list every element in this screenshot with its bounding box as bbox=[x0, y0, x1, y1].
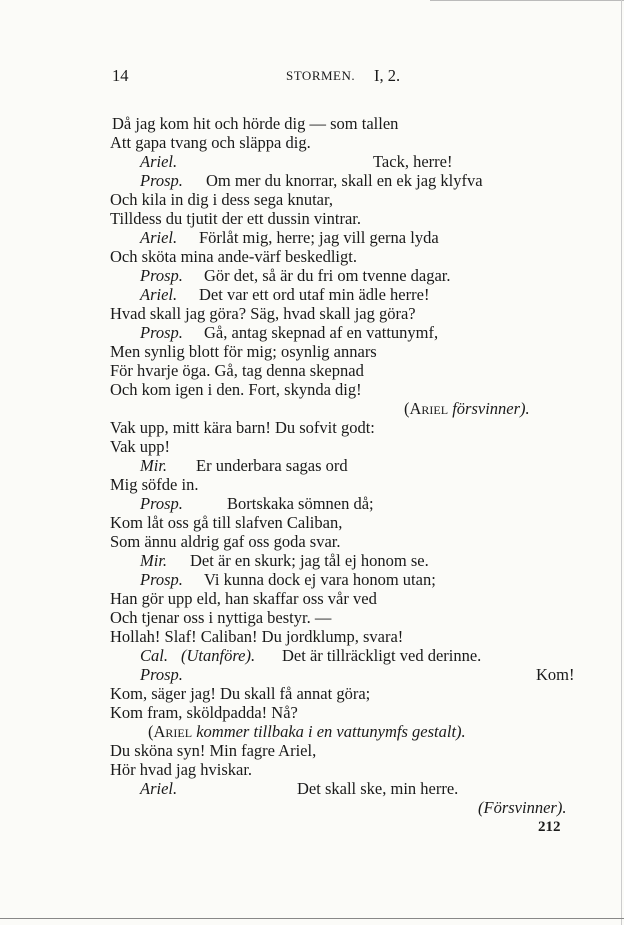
stage-direction: (Utanföre). bbox=[181, 646, 256, 665]
verse-line: Om mer du knorrar, skall en ek jag klyfva bbox=[206, 171, 483, 190]
page-edge-right bbox=[621, 0, 622, 925]
page-number: 14 bbox=[112, 66, 129, 85]
verse-line: Mig söfde in. bbox=[110, 475, 199, 494]
speaker-label: Mir. bbox=[140, 551, 168, 570]
verse-line: Det är en skurk; jag tål ej honom se. bbox=[190, 551, 429, 570]
verse-line: Då jag kom hit och hörde dig — som tallen bbox=[112, 114, 399, 133]
verse-line: Det skall ske, min herre. bbox=[297, 779, 459, 798]
speaker-label: Ariel. bbox=[140, 779, 178, 798]
verse-line: Och tjenar oss i nyttiga bestyr. — bbox=[110, 608, 332, 627]
speaker-label: Prosp. bbox=[140, 570, 183, 589]
stage-direction-text: kommer tillbaka i en vattunymfs gestalt). bbox=[196, 722, 466, 741]
verse-line: Som ännu aldrig gaf oss goda svar. bbox=[110, 532, 341, 551]
speaker-label: Ariel. bbox=[140, 152, 178, 171]
printer-signature: 212 bbox=[538, 819, 561, 835]
speaker-label: Mir. bbox=[140, 456, 168, 475]
running-title: STORMEN. bbox=[286, 68, 356, 83]
verse-line: Vak upp! bbox=[110, 437, 171, 456]
verse-line: Det var ett ord utaf min ädle herre! bbox=[199, 285, 430, 304]
verse-line: Och kila in dig i dess sega knutar, bbox=[110, 190, 333, 209]
stage-direction: (Ariel försvinner). bbox=[404, 399, 530, 418]
verse-line: Kom, säger jag! Du skall få annat göra; bbox=[110, 684, 371, 703]
verse-line: Gå, antag skepnad af en vattunymf, bbox=[204, 323, 439, 342]
stage-direction-text: försvinner). bbox=[452, 399, 530, 418]
stage-direction-name: Ariel bbox=[409, 399, 449, 418]
verse-line: Han gör upp eld, han skaffar oss vår ved bbox=[110, 589, 377, 608]
verse-line: Vi kunna dock ej vara honom utan; bbox=[204, 570, 436, 589]
verse-line: Gör det, så är du fri om tvenne dagar. bbox=[204, 266, 451, 285]
verse-line: Vak upp, mitt kära barn! Du sofvit godt: bbox=[110, 418, 375, 437]
speaker-label: Prosp. bbox=[140, 494, 183, 513]
verse-line: Förlåt mig, herre; jag vill gerna lyda bbox=[199, 228, 439, 247]
verse-line: Er underbara sagas ord bbox=[196, 456, 348, 475]
act-scene: I, 2. bbox=[374, 66, 401, 85]
page-edge-bottom bbox=[0, 918, 624, 919]
verse-line: Kom låt oss gå till slafven Caliban, bbox=[110, 513, 343, 532]
verse-line: Hollah! Slaf! Caliban! Du jordklump, svara! bbox=[110, 627, 404, 646]
stage-direction-name: Ariel bbox=[153, 722, 193, 741]
speaker-label: Ariel. bbox=[140, 228, 178, 247]
speaker-label: Ariel. bbox=[140, 285, 178, 304]
stage-direction: (Ariel kommer tillbaka i en vattunymfs gestalt). bbox=[148, 722, 466, 741]
verse-line: Att gapa tvang och släppa dig. bbox=[110, 133, 311, 152]
verse-line: Hvad skall jag göra? Säg, hvad skall jag göra? bbox=[110, 304, 416, 323]
verse-line: Du sköna syn! Min fagre Ariel, bbox=[110, 741, 317, 760]
verse-line: Och kom igen i den. Fort, skynda dig! bbox=[110, 380, 362, 399]
verse-line: För hvarje öga. Gå, tag denna skepnad bbox=[110, 361, 364, 380]
verse-line: Kom! bbox=[536, 665, 575, 684]
verse-line: Det är tillräckligt ved derinne. bbox=[282, 646, 482, 665]
page-edge-top bbox=[430, 0, 624, 1]
speaker-label: Prosp. bbox=[140, 665, 183, 684]
verse-line: Bortskaka sömnen då; bbox=[227, 494, 374, 513]
speaker-label: Prosp. bbox=[140, 171, 183, 190]
speaker-label: Cal. bbox=[140, 646, 168, 665]
verse-line: Kom fram, sköldpadda! Nå? bbox=[110, 703, 298, 722]
speaker-label: Prosp. bbox=[140, 323, 183, 342]
verse-line: Tilldess du tjutit der ett dussin vintrar. bbox=[110, 209, 362, 228]
stage-direction: (Försvinner). bbox=[478, 798, 567, 817]
speaker-label: Prosp. bbox=[140, 266, 183, 285]
verse-line: Men synlig blott för mig; osynlig annars bbox=[110, 342, 377, 361]
verse-line: Hör hvad jag hviskar. bbox=[110, 760, 253, 779]
verse-line: Och sköta mina ande-värf beskedligt. bbox=[110, 247, 357, 266]
verse-line: Tack, herre! bbox=[373, 152, 453, 171]
